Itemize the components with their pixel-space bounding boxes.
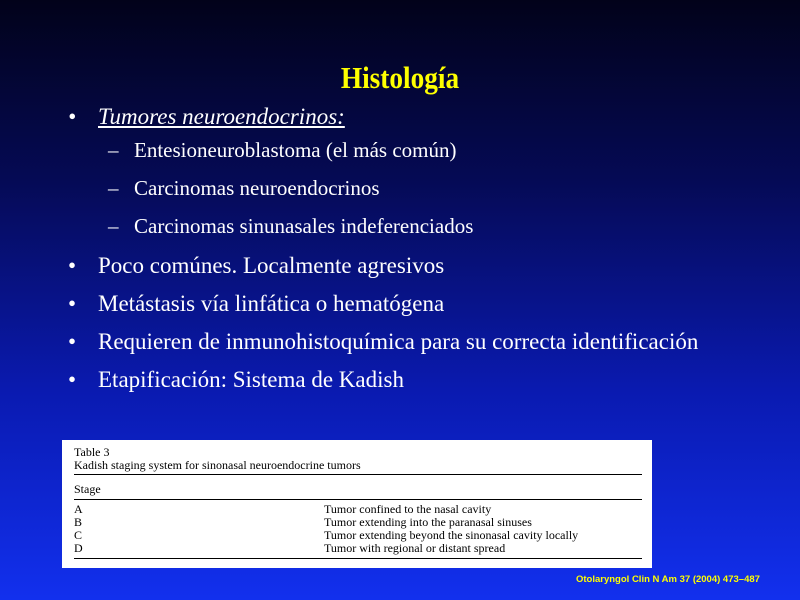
table-row [74,542,642,555]
citation: Otolaryngol Clin N Am 37 (2004) 473–487 [576,574,760,585]
table-cell-stage: A [74,502,83,516]
table-header-stage: Stage [74,477,642,500]
bullet-metastasis: • Metástasis vía linfática o hematógena [68,289,728,318]
table-bottom-rule [74,558,642,559]
table-cell-stage: C [74,528,83,542]
table-title: Kadish staging system for sinonasal neuroendocrine tumors [74,459,642,475]
slide-title: Histología [340,60,460,95]
table-cell-description: Tumor confined to the nasal cavity [324,502,492,516]
table-cell-stage: D [74,541,83,555]
bullet-list [68,102,728,403]
table-body [74,503,642,555]
bullet-uncommon: • Poco comúnes. Localmente agresivos [68,251,728,280]
kadish-staging-table [62,440,652,568]
bullet-immunohistochemistry: • Requieren de inmunohistoquímica para su correcta identificación [68,327,728,356]
sub-bullet-esthesioneuroblastoma: – Entesioneuroblastoma (el más común) [68,137,728,164]
table-cell-description: Tumor with regional or distant spread [324,541,506,555]
table-cell-description: Tumor extending into the paranasal sinuses [324,515,532,529]
bullet-neuroendocrine-tumors: • Tumores neuroendocrinos: [68,102,728,131]
table-cell-stage: B [74,515,83,529]
sub-bullet-neuroendocrine-carcinomas: – Carcinomas neuroendocrinos [68,175,728,202]
table-cell-description: Tumor extending beyond the sinonasal cavity locally [324,528,579,542]
sub-bullet-undifferentiated-carcinomas: – Carcinomas sinunasales indeferenciados [68,213,728,240]
bullet-staging: • Etapificación: Sistema de Kadish [68,365,728,394]
table-caption: Table 3 [74,445,110,459]
